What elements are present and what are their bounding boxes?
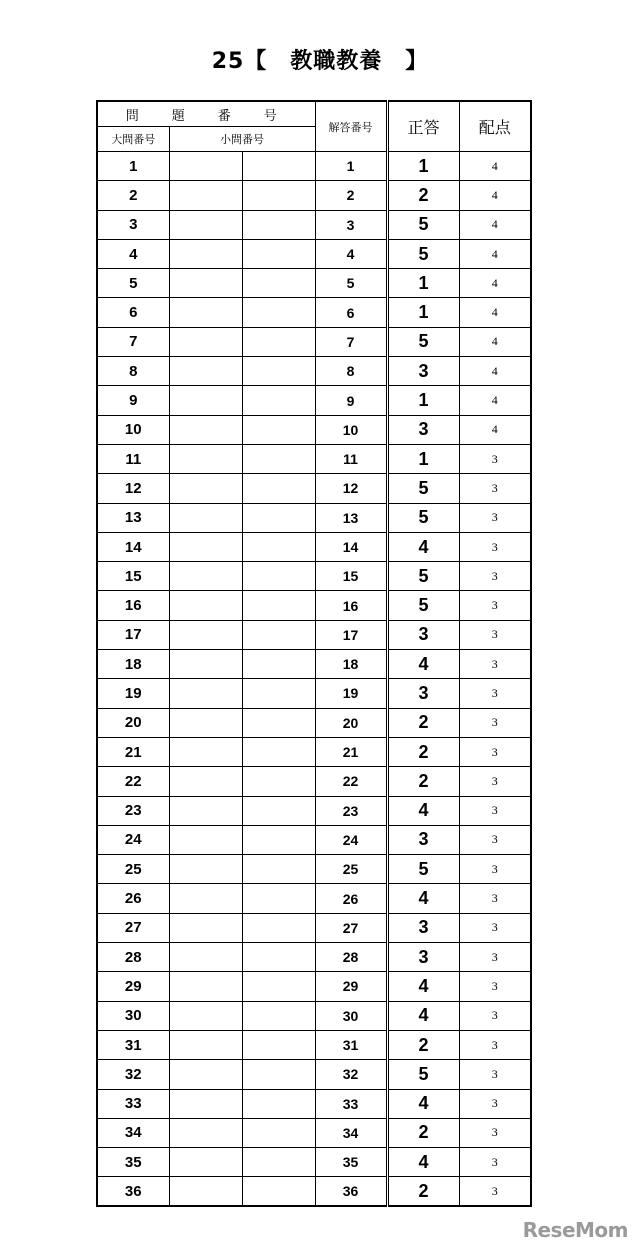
major-number-cell: 20	[97, 708, 169, 737]
major-number-cell: 34	[97, 1118, 169, 1147]
major-number-cell: 18	[97, 650, 169, 679]
answer-number-cell: 31	[315, 1030, 387, 1059]
minor-number-cell-b	[242, 913, 315, 942]
minor-number-cell-a	[169, 1089, 242, 1118]
table-row	[97, 855, 531, 884]
minor-number-cell-a	[169, 855, 242, 884]
table-row	[97, 386, 531, 415]
points-cell: 3	[459, 444, 531, 473]
points-cell: 4	[459, 298, 531, 327]
table-row	[97, 210, 531, 239]
table-row	[97, 591, 531, 620]
table-row	[97, 737, 531, 766]
major-number-cell: 14	[97, 532, 169, 561]
correct-answer-cell: 3	[387, 943, 459, 972]
points-cell: 3	[459, 679, 531, 708]
minor-number-cell-b	[242, 855, 315, 884]
header-major: 大問番号	[97, 127, 169, 152]
table-row	[97, 327, 531, 356]
correct-answer-cell: 1	[387, 298, 459, 327]
correct-answer-cell: 4	[387, 972, 459, 1001]
minor-number-cell-a	[169, 767, 242, 796]
points-cell: 4	[459, 239, 531, 268]
minor-number-cell-b	[242, 181, 315, 210]
correct-answer-cell: 5	[387, 327, 459, 356]
minor-number-cell-b	[242, 1060, 315, 1089]
correct-answer-cell: 5	[387, 503, 459, 532]
points-cell: 3	[459, 972, 531, 1001]
minor-number-cell-b	[242, 152, 315, 181]
points-cell: 3	[459, 474, 531, 503]
points-cell: 4	[459, 152, 531, 181]
major-number-cell: 24	[97, 825, 169, 854]
minor-number-cell-a	[169, 796, 242, 825]
major-number-cell: 8	[97, 357, 169, 386]
answer-number-cell: 21	[315, 737, 387, 766]
points-cell: 4	[459, 415, 531, 444]
major-number-cell: 5	[97, 269, 169, 298]
correct-answer-cell: 3	[387, 679, 459, 708]
minor-number-cell-b	[242, 474, 315, 503]
minor-number-cell-a	[169, 532, 242, 561]
correct-answer-cell: 3	[387, 415, 459, 444]
answer-number-cell: 29	[315, 972, 387, 1001]
correct-answer-cell: 4	[387, 1089, 459, 1118]
table-row	[97, 825, 531, 854]
points-cell: 3	[459, 532, 531, 561]
minor-number-cell-b	[242, 796, 315, 825]
major-number-cell: 2	[97, 181, 169, 210]
answer-number-cell: 36	[315, 1177, 387, 1206]
table-row	[97, 1001, 531, 1030]
answer-number-cell: 20	[315, 708, 387, 737]
correct-answer-cell: 2	[387, 181, 459, 210]
correct-answer-cell: 2	[387, 767, 459, 796]
minor-number-cell-a	[169, 591, 242, 620]
table-row	[97, 679, 531, 708]
minor-number-cell-a	[169, 327, 242, 356]
major-number-cell: 9	[97, 386, 169, 415]
minor-number-cell-b	[242, 972, 315, 1001]
table-row	[97, 298, 531, 327]
answer-number-cell: 12	[315, 474, 387, 503]
table-row	[97, 1030, 531, 1059]
points-cell: 3	[459, 1089, 531, 1118]
points-cell: 3	[459, 1177, 531, 1206]
minor-number-cell-a	[169, 239, 242, 268]
correct-answer-cell: 4	[387, 532, 459, 561]
minor-number-cell-b	[242, 503, 315, 532]
points-cell: 4	[459, 210, 531, 239]
correct-answer-cell: 2	[387, 1177, 459, 1206]
minor-number-cell-a	[169, 1030, 242, 1059]
major-number-cell: 29	[97, 972, 169, 1001]
table-row	[97, 620, 531, 649]
answer-number-cell: 7	[315, 327, 387, 356]
major-number-cell: 28	[97, 943, 169, 972]
header-problem-number: 問 題 番 号	[97, 101, 315, 127]
minor-number-cell-a	[169, 562, 242, 591]
points-cell: 4	[459, 327, 531, 356]
minor-number-cell-b	[242, 239, 315, 268]
points-cell: 3	[459, 503, 531, 532]
correct-answer-cell: 3	[387, 620, 459, 649]
points-cell: 3	[459, 855, 531, 884]
answer-number-cell: 6	[315, 298, 387, 327]
correct-answer-cell: 3	[387, 357, 459, 386]
major-number-cell: 11	[97, 444, 169, 473]
minor-number-cell-a	[169, 972, 242, 1001]
minor-number-cell-b	[242, 884, 315, 913]
minor-number-cell-b	[242, 1177, 315, 1206]
points-cell: 3	[459, 1060, 531, 1089]
table-row	[97, 972, 531, 1001]
answer-number-cell: 30	[315, 1001, 387, 1030]
minor-number-cell-a	[169, 737, 242, 766]
major-number-cell: 36	[97, 1177, 169, 1206]
minor-number-cell-b	[242, 1030, 315, 1059]
minor-number-cell-a	[169, 913, 242, 942]
correct-answer-cell: 3	[387, 825, 459, 854]
major-number-cell: 17	[97, 620, 169, 649]
answer-number-cell: 18	[315, 650, 387, 679]
correct-answer-cell: 5	[387, 474, 459, 503]
points-cell: 3	[459, 913, 531, 942]
answer-number-cell: 33	[315, 1089, 387, 1118]
minor-number-cell-a	[169, 386, 242, 415]
answer-number-cell: 3	[315, 210, 387, 239]
major-number-cell: 22	[97, 767, 169, 796]
minor-number-cell-a	[169, 415, 242, 444]
correct-answer-cell: 2	[387, 737, 459, 766]
minor-number-cell-a	[169, 181, 242, 210]
minor-number-cell-a	[169, 620, 242, 649]
table-row	[97, 650, 531, 679]
major-number-cell: 13	[97, 503, 169, 532]
minor-number-cell-a	[169, 474, 242, 503]
minor-number-cell-a	[169, 1148, 242, 1177]
table-row	[97, 181, 531, 210]
correct-answer-cell: 1	[387, 152, 459, 181]
minor-number-cell-b	[242, 1148, 315, 1177]
answer-number-cell: 27	[315, 913, 387, 942]
points-cell: 3	[459, 1148, 531, 1177]
resemom-logo: ReseMom	[522, 1218, 628, 1242]
minor-number-cell-b	[242, 943, 315, 972]
major-number-cell: 7	[97, 327, 169, 356]
table-row	[97, 913, 531, 942]
answer-number-cell: 24	[315, 825, 387, 854]
minor-number-cell-b	[242, 415, 315, 444]
table-row	[97, 708, 531, 737]
major-number-cell: 26	[97, 884, 169, 913]
table-row	[97, 1118, 531, 1147]
correct-answer-cell: 4	[387, 796, 459, 825]
table-row	[97, 532, 531, 561]
minor-number-cell-a	[169, 884, 242, 913]
minor-number-cell-a	[169, 708, 242, 737]
minor-number-cell-b	[242, 1118, 315, 1147]
correct-answer-cell: 2	[387, 1030, 459, 1059]
minor-number-cell-a	[169, 943, 242, 972]
minor-number-cell-a	[169, 444, 242, 473]
minor-number-cell-a	[169, 152, 242, 181]
answer-number-cell: 19	[315, 679, 387, 708]
correct-answer-cell: 5	[387, 855, 459, 884]
points-cell: 3	[459, 943, 531, 972]
major-number-cell: 15	[97, 562, 169, 591]
answer-number-cell: 28	[315, 943, 387, 972]
minor-number-cell-b	[242, 650, 315, 679]
major-number-cell: 19	[97, 679, 169, 708]
points-cell: 4	[459, 181, 531, 210]
header-points: 配点	[459, 101, 531, 152]
minor-number-cell-b	[242, 562, 315, 591]
minor-number-cell-a	[169, 825, 242, 854]
table-row	[97, 943, 531, 972]
minor-number-cell-b	[242, 825, 315, 854]
correct-answer-cell: 2	[387, 708, 459, 737]
header-answer-number: 解答番号	[315, 101, 387, 152]
header-minor: 小問番号	[169, 127, 315, 152]
major-number-cell: 30	[97, 1001, 169, 1030]
minor-number-cell-b	[242, 708, 315, 737]
correct-answer-cell: 5	[387, 239, 459, 268]
points-cell: 3	[459, 884, 531, 913]
major-number-cell: 32	[97, 1060, 169, 1089]
points-cell: 4	[459, 386, 531, 415]
minor-number-cell-a	[169, 503, 242, 532]
points-cell: 3	[459, 767, 531, 796]
minor-number-cell-b	[242, 620, 315, 649]
correct-answer-cell: 1	[387, 444, 459, 473]
points-cell: 3	[459, 562, 531, 591]
correct-answer-cell: 5	[387, 562, 459, 591]
major-number-cell: 21	[97, 737, 169, 766]
minor-number-cell-b	[242, 210, 315, 239]
minor-number-cell-b	[242, 767, 315, 796]
table-row	[97, 1148, 531, 1177]
major-number-cell: 12	[97, 474, 169, 503]
major-number-cell: 23	[97, 796, 169, 825]
table-row	[97, 562, 531, 591]
minor-number-cell-a	[169, 210, 242, 239]
table-row	[97, 767, 531, 796]
answer-number-cell: 25	[315, 855, 387, 884]
answer-number-cell: 8	[315, 357, 387, 386]
answer-number-cell: 34	[315, 1118, 387, 1147]
minor-number-cell-b	[242, 327, 315, 356]
table-row	[97, 884, 531, 913]
correct-answer-cell: 5	[387, 591, 459, 620]
minor-number-cell-a	[169, 679, 242, 708]
major-number-cell: 35	[97, 1148, 169, 1177]
answer-number-cell: 13	[315, 503, 387, 532]
page-title: 25【 教職教養 】	[211, 49, 429, 74]
minor-number-cell-b	[242, 532, 315, 561]
correct-answer-cell: 1	[387, 269, 459, 298]
answer-number-cell: 5	[315, 269, 387, 298]
answer-number-cell: 4	[315, 239, 387, 268]
table-row	[97, 152, 531, 181]
answer-key-table	[96, 100, 532, 1207]
answer-number-cell: 22	[315, 767, 387, 796]
minor-number-cell-b	[242, 737, 315, 766]
points-cell: 3	[459, 1118, 531, 1147]
points-cell: 4	[459, 269, 531, 298]
table-row	[97, 1089, 531, 1118]
points-cell: 3	[459, 620, 531, 649]
answer-number-cell: 15	[315, 562, 387, 591]
major-number-cell: 25	[97, 855, 169, 884]
correct-answer-cell: 4	[387, 650, 459, 679]
answer-number-cell: 11	[315, 444, 387, 473]
minor-number-cell-a	[169, 1118, 242, 1147]
minor-number-cell-a	[169, 357, 242, 386]
correct-answer-cell: 2	[387, 1118, 459, 1147]
answer-number-cell: 16	[315, 591, 387, 620]
table-row	[97, 239, 531, 268]
minor-number-cell-b	[242, 1001, 315, 1030]
minor-number-cell-b	[242, 444, 315, 473]
points-cell: 3	[459, 737, 531, 766]
answer-number-cell: 14	[315, 532, 387, 561]
minor-number-cell-a	[169, 269, 242, 298]
answer-number-cell: 32	[315, 1060, 387, 1089]
major-number-cell: 33	[97, 1089, 169, 1118]
major-number-cell: 31	[97, 1030, 169, 1059]
correct-answer-cell: 4	[387, 1148, 459, 1177]
table-row	[97, 503, 531, 532]
table-row	[97, 269, 531, 298]
minor-number-cell-b	[242, 298, 315, 327]
answer-number-cell: 2	[315, 181, 387, 210]
table-body	[97, 152, 531, 1207]
correct-answer-cell: 4	[387, 884, 459, 913]
points-cell: 3	[459, 825, 531, 854]
major-number-cell: 3	[97, 210, 169, 239]
minor-number-cell-a	[169, 1001, 242, 1030]
minor-number-cell-a	[169, 1177, 242, 1206]
correct-answer-cell: 5	[387, 1060, 459, 1089]
correct-answer-cell: 4	[387, 1001, 459, 1030]
points-cell: 3	[459, 1030, 531, 1059]
answer-number-cell: 10	[315, 415, 387, 444]
minor-number-cell-b	[242, 591, 315, 620]
answer-number-cell: 9	[315, 386, 387, 415]
minor-number-cell-a	[169, 650, 242, 679]
points-cell: 3	[459, 591, 531, 620]
minor-number-cell-b	[242, 357, 315, 386]
answer-number-cell: 17	[315, 620, 387, 649]
correct-answer-cell: 3	[387, 913, 459, 942]
correct-answer-cell: 1	[387, 386, 459, 415]
points-cell: 3	[459, 708, 531, 737]
points-cell: 4	[459, 357, 531, 386]
minor-number-cell-b	[242, 1089, 315, 1118]
table-row	[97, 1177, 531, 1206]
table-row	[97, 415, 531, 444]
major-number-cell: 6	[97, 298, 169, 327]
major-number-cell: 10	[97, 415, 169, 444]
major-number-cell: 1	[97, 152, 169, 181]
minor-number-cell-b	[242, 269, 315, 298]
points-cell: 3	[459, 796, 531, 825]
answer-number-cell: 1	[315, 152, 387, 181]
minor-number-cell-b	[242, 679, 315, 708]
answer-number-cell: 35	[315, 1148, 387, 1177]
points-cell: 3	[459, 650, 531, 679]
points-cell: 3	[459, 1001, 531, 1030]
table-row	[97, 796, 531, 825]
table-row	[97, 1060, 531, 1089]
minor-number-cell-a	[169, 1060, 242, 1089]
answer-number-cell: 26	[315, 884, 387, 913]
minor-number-cell-a	[169, 298, 242, 327]
header-correct: 正答	[387, 101, 459, 152]
minor-number-cell-b	[242, 386, 315, 415]
major-number-cell: 27	[97, 913, 169, 942]
major-number-cell: 16	[97, 591, 169, 620]
answer-number-cell: 23	[315, 796, 387, 825]
correct-answer-cell: 5	[387, 210, 459, 239]
table-row	[97, 444, 531, 473]
table-row	[97, 474, 531, 503]
major-number-cell: 4	[97, 239, 169, 268]
table-row	[97, 357, 531, 386]
